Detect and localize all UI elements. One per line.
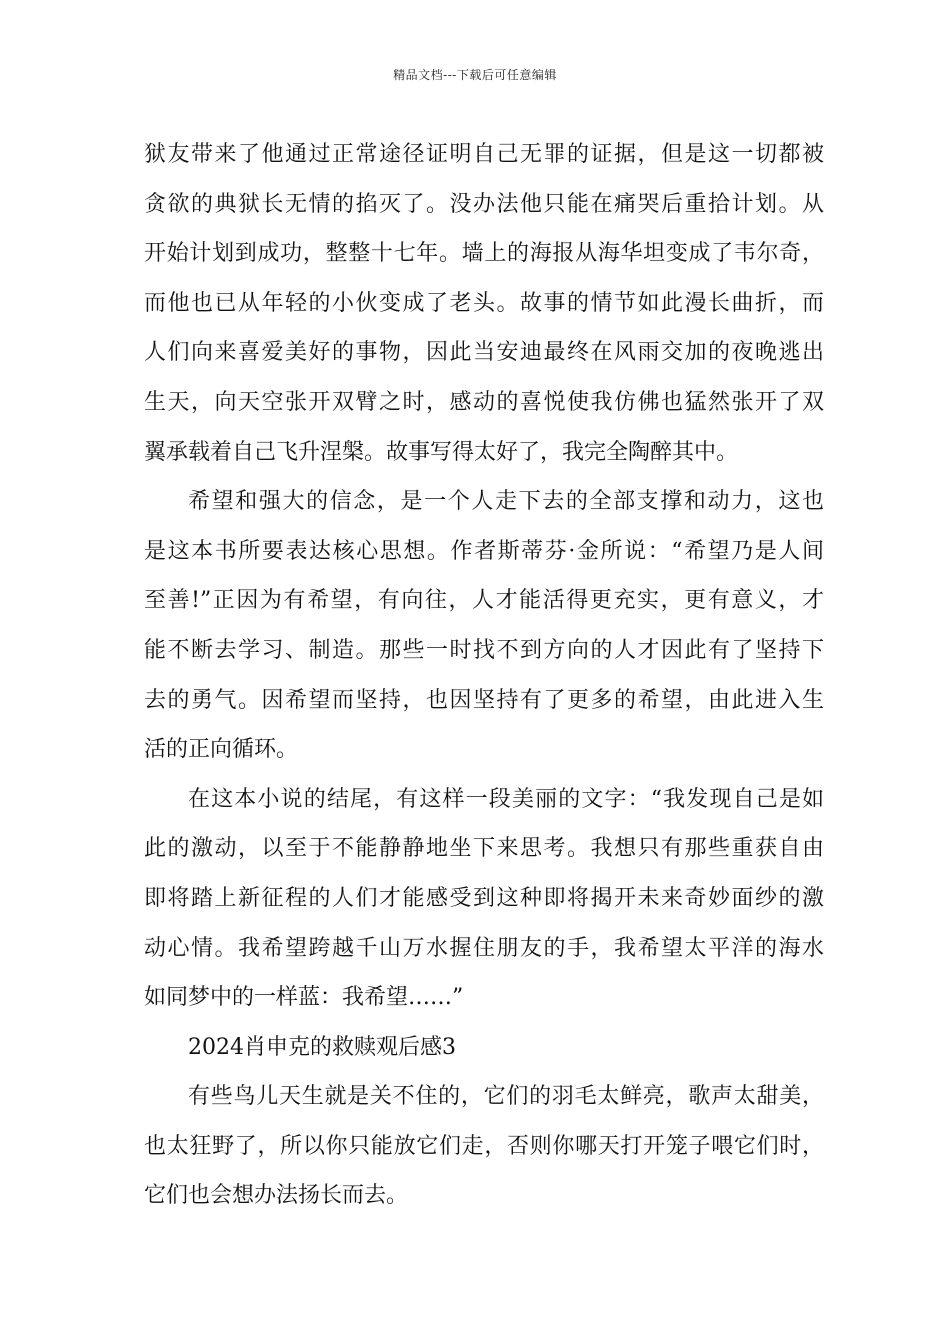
page-header: 精品文档---下载后可任意编辑 <box>393 68 557 82</box>
text-line: 希望和强大的信念，是一个人走下去的全部支撑和动力，这也 <box>188 489 824 515</box>
text-line: 人们向来喜爱美好的事物，因此当安迪最终在风雨交加的夜晚逃出 <box>144 340 824 366</box>
text-line: 生天，向天空张开双臂之时，感动的喜悦使我仿佛也猛然张开了双 <box>144 389 824 415</box>
paragraph <box>144 130 824 477</box>
text-line: 活的正向循环。 <box>144 737 299 763</box>
text-line: 它们也会想办法扬长而去。 <box>144 1183 409 1209</box>
text-line: 开始计划到成功，整整十七年。墙上的海报从海华坦变成了韦尔奇， <box>144 241 824 267</box>
text-line: 狱友带来了他通过正常途径证明自己无罪的证据，但是这一切都被 <box>144 142 824 167</box>
text-line: 是这本书所要表达核心思想。作者斯蒂芬·金所说：“希望乃是人间 <box>144 538 824 564</box>
text-line: 2024肖申克的救赎观后感3 <box>188 1034 456 1060</box>
paragraph <box>144 477 824 775</box>
text-line: 去的勇气。因希望而坚持，也因坚持有了更多的希望，由此进入生 <box>144 687 824 713</box>
text-line: 能不断去学习、制造。那些一时找不到方向的人才因此有了坚持下 <box>144 637 824 663</box>
text-line: 在这本小说的结尾，有这样一段美丽的文字：“我发现自己是如 <box>188 786 824 812</box>
text-line: 动心情。我希望跨越千山万水握住朋友的手，我希望太平洋的海水 <box>144 935 824 961</box>
paragraph <box>144 775 824 1023</box>
text-line: 此的激动，以至于不能静静地坐下来思考。我想只有那些重获自由 <box>144 836 824 862</box>
text-line: 如同梦中的一样蓝：我希望……” <box>144 985 464 1011</box>
text-line: 也太狂野了，所以你只能放它们走，否则你哪天打开笼子喂它们时， <box>144 1133 824 1159</box>
text-line: 有些鸟儿天生就是关不住的，它们的羽毛太鲜亮，歌声太甜美， <box>188 1084 824 1110</box>
text-line: 而他也已从年轻的小伙变成了老头。故事的情节如此漫长曲折，而 <box>144 290 824 316</box>
text-line: 翼承载着自己飞升涅槃。故事写得太好了，我完全陶醉其中。 <box>144 439 739 465</box>
section-heading <box>144 1023 824 1073</box>
text-line: 至善!”正因为有希望，有向往，人才能活得更充实，更有意义，才 <box>144 588 824 614</box>
text-line: 即将踏上新征程的人们才能感受到这种即将揭开未来奇妙面纱的激 <box>144 885 824 911</box>
paragraph <box>144 1072 824 1221</box>
text-line: 贪欲的典狱长无情的掐灭了。没办法他只能在痛哭后重拾计划。从 <box>144 191 824 217</box>
document-body <box>144 130 824 1221</box>
